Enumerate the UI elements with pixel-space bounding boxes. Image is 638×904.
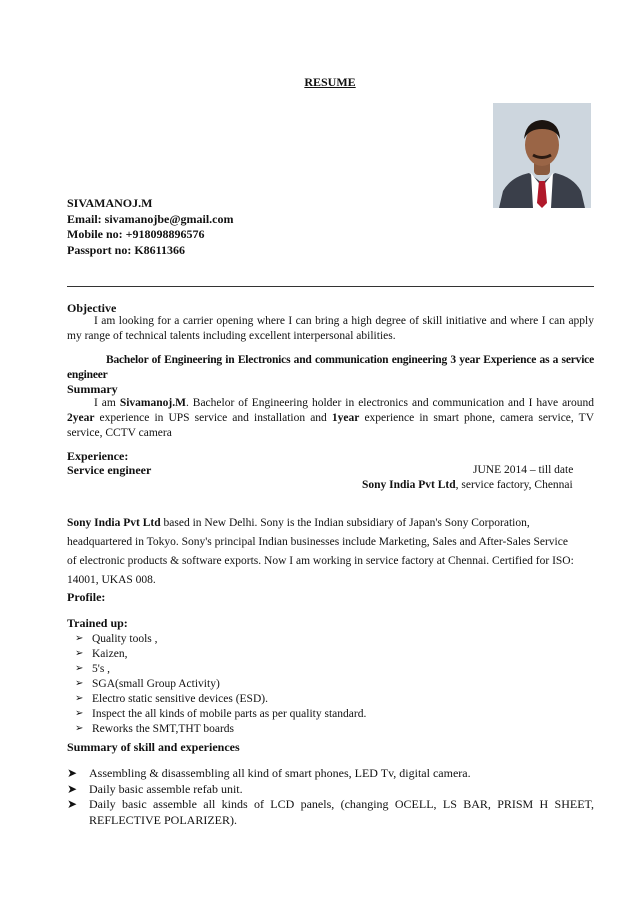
arrow-bullet-icon: ➢ <box>75 708 84 719</box>
summary-part: experience in smart phone, camera service, TV service, CCTV camera <box>67 412 594 439</box>
degree-line: Bachelor of Engineering in Electronics and communication engineering 3 year Experience as a service engineer <box>67 354 594 381</box>
trained-item: SGA(small Group Activity) <box>92 677 220 690</box>
trained-item: Inspect the all kinds of mobile parts as per quality standard. <box>92 707 367 720</box>
trained-item: Quality tools , <box>92 632 158 645</box>
company-text: based in New Delhi. Sony is the Indian subsidiary of Japan's Sony Corporation, headquartered in Tokyo. Sony's principal Indian businesses include Marketing, Sales and After-Sales Service of electronic products & software exports. Now I am working in service factory at Chennai. Certified for ISO: 14001, UKAS 008. <box>67 517 574 586</box>
objective-heading: Objective <box>67 301 117 315</box>
mobile-line: Mobile no: +918098896576 <box>67 227 205 241</box>
summary-part: experience in UPS service and installation and <box>94 412 332 424</box>
company-description <box>67 514 579 590</box>
arrow-bullet-icon: ➤ <box>67 766 78 780</box>
arrow-bullet-icon: ➢ <box>75 648 84 659</box>
list-item <box>75 646 366 661</box>
summary-name: Sivamanoj.M <box>119 397 186 409</box>
summary-part: I am <box>94 397 120 409</box>
list-item <box>67 797 594 828</box>
skills-heading: Summary of skill and experiences <box>67 740 240 754</box>
email-line: Email: sivamanojbe@gmail.com <box>67 211 234 226</box>
experience-company: Sony India Pvt Ltd <box>362 479 456 491</box>
summary-text <box>67 396 594 441</box>
divider <box>67 286 594 287</box>
list-item <box>75 631 366 646</box>
trained-item: Electro static sensitive devices (ESD). <box>92 692 268 705</box>
trained-item: 5's , <box>92 662 111 675</box>
list-item <box>75 691 366 706</box>
skill-item: Assembling & disassembling all kind of smart phones, LED Tv, digital camera. <box>89 766 471 780</box>
summary-part: . Bachelor of Engineering holder in electronics and communication and I have around <box>185 397 594 409</box>
arrow-bullet-icon: ➢ <box>75 693 84 704</box>
summary-years: 2year <box>67 412 95 424</box>
list-item <box>75 706 366 721</box>
objective-text: I am looking for a carrier opening where I can bring a high degree of skill initiative and where I can apply my range of technical talents including excellent interpersonal abilities. <box>67 315 594 342</box>
trained-list <box>75 631 366 736</box>
skill-item: Daily basic assemble refab unit. <box>89 781 243 796</box>
passport-line: Passport no: K8611366 <box>67 242 186 257</box>
summary-heading: Summary <box>67 382 118 396</box>
arrow-bullet-icon: ➢ <box>75 663 84 674</box>
skills-list <box>67 766 594 828</box>
candidate-name: SIVAMANOJ.M <box>67 196 153 210</box>
person-photo <box>493 103 591 208</box>
list-item <box>75 676 366 691</box>
profile-heading: Profile: <box>67 590 106 604</box>
trained-heading: Trained up: <box>67 616 128 630</box>
trained-item: Reworks the SMT,THT boards <box>92 722 235 735</box>
person-photo-icon <box>493 103 591 208</box>
arrow-bullet-icon: ➤ <box>67 797 78 811</box>
experience-location: , service factory, Chennai <box>455 479 573 491</box>
experience-dates: JUNE 2014 – till date <box>473 464 574 476</box>
summary-years: 1year <box>331 412 360 424</box>
trained-item: Kaizen, <box>92 647 128 660</box>
experience-heading: Experience: <box>67 449 129 463</box>
experience-role: Service engineer <box>67 463 152 477</box>
arrow-bullet-icon: ➢ <box>75 678 84 689</box>
list-item <box>75 661 366 676</box>
arrow-bullet-icon: ➢ <box>75 723 84 734</box>
skill-item: Daily basic assemble all kinds of LCD panels, (changing OCELL, LS BAR, PRISM H SHEET, REFLECTIVE POLARIZER). <box>89 797 594 827</box>
experience-company-line <box>362 478 573 493</box>
company-name: Sony India Pvt Ltd <box>67 517 161 529</box>
arrow-bullet-icon: ➤ <box>67 781 78 796</box>
list-item <box>67 766 594 782</box>
page-title: RESUME <box>304 75 356 89</box>
arrow-bullet-icon: ➢ <box>75 633 84 644</box>
list-item <box>67 782 594 798</box>
list-item <box>75 721 366 736</box>
contact-block <box>67 196 233 258</box>
